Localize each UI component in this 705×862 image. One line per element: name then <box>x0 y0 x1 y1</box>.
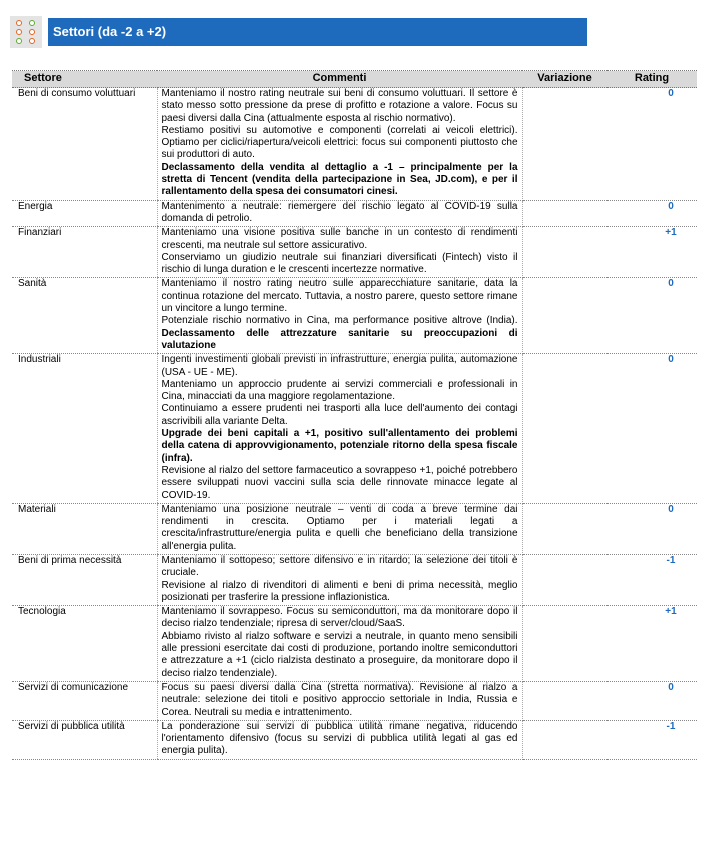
title-bar <box>48 18 587 46</box>
comment-paragraph <box>162 315 518 352</box>
comment-paragraph <box>162 606 518 631</box>
table-row <box>12 200 697 227</box>
page-title: Settori (da -2 a +2) <box>53 24 167 39</box>
table-row <box>12 681 697 720</box>
sector-name: Sanità <box>12 278 157 354</box>
sector-variation <box>522 554 607 605</box>
comment-text: Potenziale rischio normativo in Cina, ma performance positive altrove (India). <box>161 315 518 327</box>
sector-rating <box>607 606 697 682</box>
rating-value: 0 <box>668 278 674 290</box>
sector-name: Servizi di comunicazione <box>12 681 157 720</box>
rating-value: +1 <box>665 606 677 618</box>
sector-rating <box>607 354 697 504</box>
sector-variation <box>522 200 607 227</box>
comment-text: Manteniamo il nostro rating neutrale sui beni di consumo voluttuari. Il settore è stato messo sotto pressione da prese di profitto e rotazione a valore. Focus su paesi diversi dalla Cina (attualmente esposta al rischio normativo). <box>161 88 518 124</box>
sector-comment <box>157 720 522 759</box>
comment-text: Abbiamo rivisto al rialzo software e servizi a neutrale, in quanto meno sensibili alle pressioni esercitate dai costi di produzione, portando inoltre semiconduttori e attrezzature a +1 (ciclo rialzista destinato a proseguire, da monitorare dopo il deciso rialzo tendenziale). <box>161 630 518 679</box>
comment-paragraph <box>162 162 518 199</box>
comment-text-bold: Declassamento delle attrezzature sanitarie su preoccupazioni di valutazione <box>161 327 518 351</box>
comment-text: Revisione al rialzo del settore farmaceutico a sovrappeso +1, poiché potrebbero essere sviluppati nuovi vaccini sulla scia delle rinnovate minacce legate al COVID-19. <box>161 464 518 501</box>
rating-value: 0 <box>668 681 674 693</box>
table-row <box>12 554 697 605</box>
sector-name: Energia <box>12 200 157 227</box>
rating-value: 0 <box>668 88 674 99</box>
sector-comment <box>157 681 522 720</box>
sector-variation <box>522 681 607 720</box>
comment-paragraph <box>162 201 518 226</box>
sector-variation <box>522 278 607 354</box>
sector-rating <box>607 278 697 354</box>
column-header-variazione: Variazione <box>522 71 607 88</box>
sector-rating <box>607 720 697 759</box>
column-header-commenti: Commenti <box>157 71 522 88</box>
comment-text: Focus su paesi diversi dalla Cina (stretta normativa). Revisione al rialzo a neutrale: selezione dei titoli e positivo approccio settoriale in India, Russia e Corea. Neutrali su media e intrattenimento. <box>161 681 518 718</box>
sector-rating <box>607 503 697 554</box>
sector-name: Beni di prima necessità <box>12 554 157 605</box>
sector-name: Servizi di pubblica utilità <box>12 720 157 759</box>
comment-paragraph <box>162 504 518 553</box>
comment-text: Continuiamo a essere prudenti nei trasporti alla luce dell'aumento dei contagi ascrivibili alla variante Delta. <box>161 403 518 427</box>
comment-paragraph <box>162 354 518 379</box>
comment-paragraph <box>162 379 518 404</box>
comment-paragraph <box>162 227 518 252</box>
sector-rating <box>607 88 697 201</box>
sector-comment <box>157 278 522 354</box>
sector-comment <box>157 354 522 504</box>
comment-text: La ponderazione sui servizi di pubblica utilità rimane negativa, riducendo l'orientamento difensivo (focus su servizi di pubblica utilità legati al gas ed energia pulita). <box>161 720 518 757</box>
section-header <box>10 16 587 48</box>
comment-paragraph <box>162 428 518 465</box>
comment-paragraph <box>162 721 518 758</box>
sector-table <box>12 70 697 760</box>
comment-paragraph <box>162 555 518 580</box>
rating-value: 0 <box>668 200 674 212</box>
sector-name: Finanziari <box>12 227 157 278</box>
sector-rating <box>607 200 697 227</box>
comment-text: Conserviamo un giudizio neutrale sui finanziari diversificati (Fintech) visto il rischio di lunga duration e le crescenti incertezze normative. <box>161 251 518 276</box>
comment-text: Ingenti investimenti globali previsti in infrastrutture, energia pulita, automazione (USA - UE - ME). <box>161 354 518 378</box>
comment-text: Manteniamo un approccio prudente ai servizi commerciali e professionali in Cina, minacciati da una maggiore regolamentazione. <box>161 378 518 403</box>
sector-rating <box>607 227 697 278</box>
table-row <box>12 606 697 682</box>
sector-variation <box>522 606 607 682</box>
rating-value: +1 <box>665 227 677 239</box>
comment-text: Manteniamo il sottopeso; settore difensivo e in ritardo; la selezione dei titoli è cruciale. <box>161 554 518 579</box>
comment-paragraph <box>162 580 518 605</box>
sector-variation <box>522 354 607 504</box>
sector-name: Beni di consumo voluttuari <box>12 88 157 201</box>
sector-variation <box>522 503 607 554</box>
sector-variation <box>522 227 607 278</box>
sector-name: Industriali <box>12 354 157 504</box>
comment-text-bold: Upgrade dei beni capitali a +1, positivo sull'allentamento dei problemi della catena di approvvigionamento, potenziale ritorno della spesa fiscale (infra). <box>161 428 518 464</box>
column-header-settore: Settore <box>12 71 157 88</box>
comment-paragraph <box>162 682 518 719</box>
comment-paragraph <box>162 88 518 125</box>
comment-paragraph <box>162 403 518 428</box>
rating-value: -1 <box>666 554 676 566</box>
column-header-rating: Rating <box>607 71 697 88</box>
rating-value: -1 <box>666 720 676 732</box>
table-row <box>12 354 697 504</box>
comment-text: Revisione al rialzo di rivenditori di alimenti e beni di prima necessità, meglio posizionati per trasferire la pressione inflazionistica. <box>161 579 518 603</box>
sector-comment <box>157 503 522 554</box>
table-row <box>12 503 697 554</box>
sector-variation <box>522 88 607 201</box>
table-row <box>12 278 697 354</box>
table-row <box>12 720 697 759</box>
sector-rating <box>607 681 697 720</box>
sector-name: Tecnologia <box>12 606 157 682</box>
comment-text: Manteniamo una visione positiva sulle banche in un contesto di rendimenti crescenti, ma neutrale sul settore assicurativo. <box>161 227 518 251</box>
comment-paragraph <box>162 631 518 680</box>
comment-paragraph <box>162 465 518 502</box>
sector-name: Materiali <box>12 503 157 554</box>
sector-comment <box>157 606 522 682</box>
sector-comment <box>157 554 522 605</box>
comment-text: Manteniamo una posizione neutrale – venti di coda a breve termine dai rendimenti in crescita. Optiamo per i materiali legati a crescita/infrastrutture/energia pulita e quelli che beneficiano della transizione all'energia pulita. <box>161 503 518 552</box>
comment-text: Mantenimento a neutrale: riemergere del rischio legato al COVID-19 sulla domanda di petrolio. <box>161 200 518 224</box>
table-row <box>12 88 697 201</box>
rating-value: 0 <box>668 503 674 515</box>
rating-value: 0 <box>668 354 674 366</box>
table-header-row <box>12 71 697 88</box>
comment-paragraph <box>162 125 518 162</box>
comment-text: Manteniamo il nostro rating neutro sulle apparecchiature sanitarie, data la continua rotazione del mercato. Tuttavia, a nostro parere, questo settore rimane un vincitore a lungo termine. <box>161 278 518 315</box>
traffic-light-logo-icon <box>10 16 42 48</box>
comment-text-bold: Declassamento della vendita al dettaglio a -1 – principalmente per la stretta di Tencent (vendita della partecipazione in Sea, JD.com), e per il rallentamento della spesa dei consumatori cinesi. <box>161 161 518 198</box>
sector-comment <box>157 88 522 201</box>
table-row <box>12 227 697 278</box>
sector-comment <box>157 227 522 278</box>
comment-paragraph <box>162 252 518 277</box>
sector-comment <box>157 200 522 227</box>
comment-text: Manteniamo il sovrappeso. Focus su semiconduttori, ma da monitorare dopo il deciso rialzo tendenziale; ripresa di server/cloud/SaaS. <box>161 606 518 630</box>
comment-paragraph <box>162 278 518 315</box>
comment-text: Restiamo positivi su automotive e componenti (correlati ai veicoli elettrici). Optiamo per ciclici/riapertura/veicoli elettrici: focus sui componenti piuttosto che sui produttori di auto. <box>161 124 518 161</box>
sector-variation <box>522 720 607 759</box>
sector-rating <box>607 554 697 605</box>
